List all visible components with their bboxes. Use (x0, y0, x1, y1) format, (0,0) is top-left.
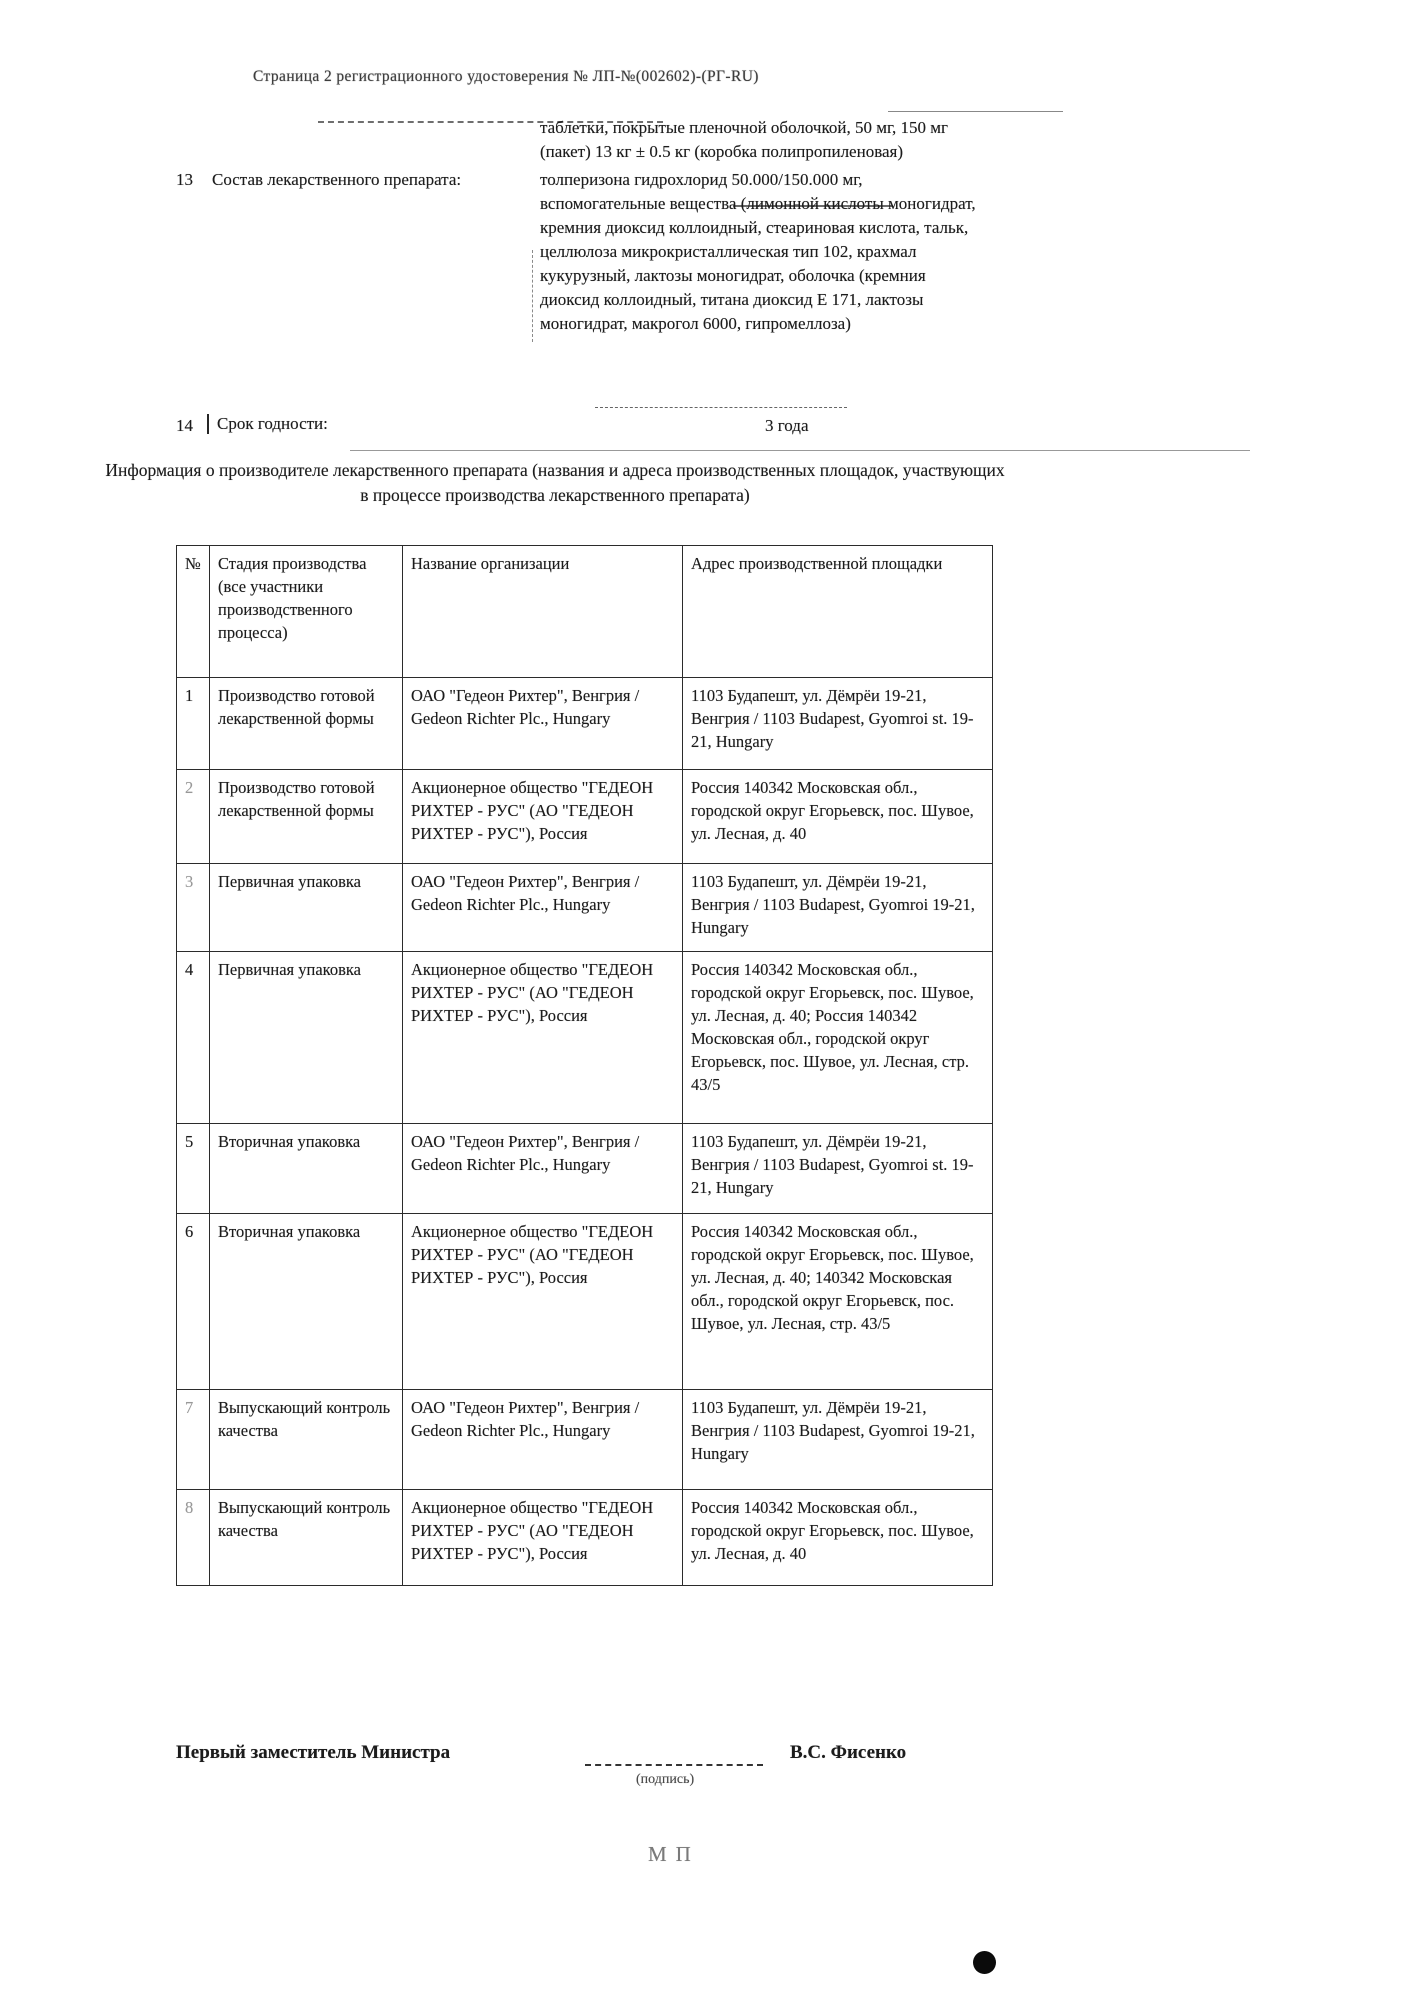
cell-stage: Производство готовой лекарственной формы (210, 678, 403, 770)
cell-num: 3 (177, 864, 210, 952)
table-row (177, 678, 993, 770)
cell-org: ОАО "Гедеон Рихтер", Венгрия / Gedeon Richter Plc., Hungary (403, 864, 683, 952)
table-row (177, 1490, 993, 1586)
cell-address: Россия 140342 Московская обл., городской округ Егорьевск, пос. Шувое, ул. Лесная, д. 40 (683, 770, 993, 864)
field-14-value: 3 года (765, 416, 809, 435)
cell-stage: Вторичная упаковка (210, 1124, 403, 1214)
signature-caption: (подпись) (636, 1772, 695, 1787)
page-mark-dot (973, 1951, 996, 1974)
table-row (177, 770, 993, 864)
cell-stage: Вторичная упаковка (210, 1214, 403, 1390)
cell-address: 1103 Будапешт, ул. Дёмрёи 19-21, Венгрия / 1103 Budapest, Gyomroi st. 19-21, Hungary (683, 678, 993, 770)
cell-stage: Производство готовой лекарственной формы (210, 770, 403, 864)
table-header-row (177, 546, 993, 678)
cell-org: ОАО "Гедеон Рихтер", Венгрия / Gedeon Richter Plc., Hungary (403, 1124, 683, 1214)
field-13-number: 13 (176, 170, 193, 189)
cell-num: 4 (177, 952, 210, 1124)
table-row (177, 1214, 993, 1390)
signature-name: В.С. Фисенко (790, 1742, 907, 1763)
field-14-number: 14 (176, 416, 193, 435)
cell-org: Акционерное общество "ГЕДЕОН РИХТЕР - РУС" (АО "ГЕДЕОН РИХТЕР - РУС"), Россия (403, 952, 683, 1124)
manufacturers-table (176, 545, 992, 1586)
manufacturers-table-grid (176, 545, 993, 1586)
stamp-place-mark: МП (648, 1842, 700, 1866)
table-row (177, 1124, 993, 1214)
cell-num: 1 (177, 678, 210, 770)
cell-address: Россия 140342 Московская обл., городской округ Егорьевск, пос. Шувое, ул. Лесная, д. 40; 140342 Московская обл., городской округ Егорьевск, пос. Шувое, ул. Лесная, стр. 43/5 (683, 1214, 993, 1390)
table-header-org: Название организации (403, 546, 683, 678)
cell-address: 1103 Будапешт, ул. Дёмрёи 19-21, Венгрия / 1103 Budapest, Gyomroi st. 19-21, Hungary (683, 1124, 993, 1214)
table-row (177, 1390, 993, 1490)
table-header-stage: Стадия производства (все участники производственного процесса) (210, 546, 403, 678)
scan-artifact-line (532, 250, 533, 342)
cell-num: 7 (177, 1390, 210, 1490)
cell-num: 8 (177, 1490, 210, 1586)
scan-artifact-line (888, 111, 1063, 112)
signature-line (585, 1740, 763, 1766)
cell-address: Россия 140342 Московская обл., городской округ Егорьевск, пос. Шувое, ул. Лесная, д. 40 (683, 1490, 993, 1586)
cell-num: 6 (177, 1214, 210, 1390)
signature-title: Первый заместитель Министра (176, 1742, 451, 1763)
scan-artifact-line (595, 407, 847, 408)
cell-stage: Первичная упаковка (210, 864, 403, 952)
cell-stage: Выпускающий контроль качества (210, 1390, 403, 1490)
table-header-num: № (177, 546, 210, 678)
cell-org: ОАО "Гедеон Рихтер", Венгрия / Gedeon Richter Plc., Hungary (403, 1390, 683, 1490)
cell-stage: Первичная упаковка (210, 952, 403, 1124)
table-row (177, 952, 993, 1124)
cell-num: 5 (177, 1124, 210, 1214)
table-row (177, 864, 993, 952)
manufacturer-info-heading: Информация о производителе лекарственного препарата (названия и адреса производственных площадок, участвующих в процессе производства лекарственного препарата) (105, 460, 1005, 505)
cell-address: 1103 Будапешт, ул. Дёмрёи 19-21, Венгрия / 1103 Budapest, Gyomroi 19-21, Hungary (683, 1390, 993, 1490)
cell-org: Акционерное общество "ГЕДЕОН РИХТЕР - РУС" (АО "ГЕДЕОН РИХТЕР - РУС"), Россия (403, 1214, 683, 1390)
field-13-value: толперизона гидрохлорид 50.000/150.000 мг, вспомогательные вещества (лимонной кислоты моногидрат, кремния диоксид коллоидный, стеариновая кислота, тальк, целлюлоза микрокристаллическая тип 102, крахмал кукурузный, лактозы моногидрат, оболочка (кремния диоксид коллоидный, титана диоксид Е 171, лактозы моногидрат, макрогол 6000, гипромеллоза) (540, 170, 976, 333)
cell-address: Россия 140342 Московская обл., городской округ Егорьевск, пос. Шувое, ул. Лесная, д. 40; Россия 140342 Московская обл., городской округ Егорьевск, пос. Шувое, ул. Лесная, стр. 43/5 (683, 952, 993, 1124)
cell-org: Акционерное общество "ГЕДЕОН РИХТЕР - РУС" (АО "ГЕДЕОН РИХТЕР - РУС"), Россия (403, 770, 683, 864)
table-header-address: Адрес производственной площадки (683, 546, 993, 678)
cell-stage: Выпускающий контроль качества (210, 1490, 403, 1586)
page-header: Страница 2 регистрационного удостоверения № ЛП-№(002602)-(РГ-RU) (253, 68, 759, 85)
cell-org: Акционерное общество "ГЕДЕОН РИХТЕР - РУС" (АО "ГЕДЕОН РИХТЕР - РУС"), Россия (403, 1490, 683, 1586)
cell-num: 2 (177, 770, 210, 864)
cell-org: ОАО "Гедеон Рихтер", Венгрия / Gedeon Richter Plc., Hungary (403, 678, 683, 770)
dosage-form-continuation: таблетки, покрытые пленочной оболочкой, 50 мг, 150 мг (пакет) 13 кг ± 0.5 кг (коробка полипропиленовая) (540, 118, 948, 161)
field-13-label: Состав лекарственного препарата: (212, 170, 462, 189)
cell-address: 1103 Будапешт, ул. Дёмрёи 19-21, Венгрия / 1103 Budapest, Gyomroi 19-21, Hungary (683, 864, 993, 952)
scan-artifact-line (350, 450, 1250, 451)
field-14-label: Срок годности: (207, 414, 328, 434)
